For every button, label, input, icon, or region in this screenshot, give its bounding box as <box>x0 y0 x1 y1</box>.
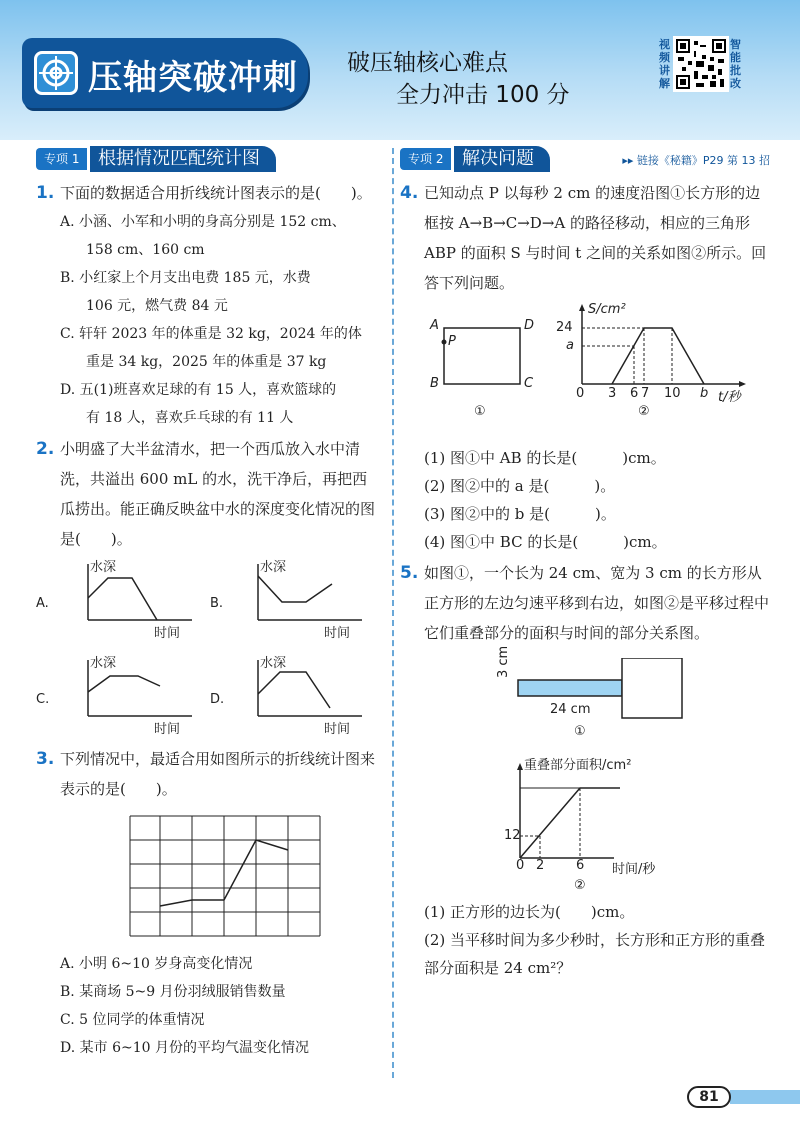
option-a-line2: 158 cm、160 cm <box>86 242 205 258</box>
question-stem: 下列情况中，最适合用如图所示的折线统计图来表示的是( )。 <box>60 750 376 798</box>
q4-figures <box>400 304 772 444</box>
x-tick-2: 2 <box>536 858 545 873</box>
graph-b-svg <box>232 558 372 638</box>
y-tick-12: 12 <box>504 828 521 843</box>
y-axis-label: 水深 <box>260 656 287 671</box>
q3-option-b[interactable]: B. 某商场 5~9 月份羽绒服销售数量 <box>60 984 286 1000</box>
slogan-line2: 全力冲击 100 分 <box>396 82 570 108</box>
question-4 <box>400 178 772 298</box>
page-bar <box>730 1090 800 1104</box>
q3-option-c[interactable]: C. 5 位同学的体重情况 <box>60 1012 205 1028</box>
option-c-line1[interactable]: C. 轩轩 2023 年的体重是 32 kg，2024 年的体 <box>60 326 362 342</box>
q5-sub-2[interactable]: (2) 当平移时间为多少秒时，长方形和正方形的重叠部分面积是 24 cm²？ <box>424 931 766 977</box>
rect-label-c: C <box>524 376 534 391</box>
question-number: 3. <box>36 749 55 769</box>
question-stem: 已知动点 P 以每秒 2 cm 的速度沿图①长方形的边框按 A→B→C→D→A 的路径移动，相应的三角形 ABP 的面积 S 与时间 t 之间的关系如图②所示。回答下列问题。 <box>424 184 767 292</box>
q3-line-chart-svg <box>36 810 381 950</box>
right-column <box>400 146 772 982</box>
x-axis-label: 时间/秒 <box>612 862 656 877</box>
left-column <box>36 146 381 1062</box>
x-tick-b: b <box>700 386 709 401</box>
section2-tag: 专项 2 <box>400 148 451 170</box>
qr-code-icon[interactable] <box>673 36 729 92</box>
q4-sub-2[interactable]: (2) 图②中的 a 是( )。 <box>424 477 616 495</box>
x-axis-label: 时间 <box>154 626 181 641</box>
page-number: 81 <box>687 1086 731 1108</box>
qr-left-caption: 视频讲解 <box>659 38 670 90</box>
graph-b[interactable] <box>210 558 372 642</box>
q3-option-a[interactable]: A. 小明 6~10 岁身高变化情况 <box>60 956 253 972</box>
graph-a[interactable] <box>36 558 202 642</box>
rect-label-b: B <box>430 376 439 391</box>
x-tick-6: 6 <box>630 386 639 401</box>
figure-2-label: ② <box>638 404 650 419</box>
question-2 <box>36 434 381 554</box>
x-axis-label: 时间 <box>154 722 181 737</box>
question-number: 2. <box>36 439 55 459</box>
graph-option-label: C. <box>36 692 50 707</box>
question-stem: 如图①，一个长为 24 cm、宽为 3 cm 的长方形从正方形的左边匀速平移到右边，如图②是平移过程中它们重叠部分的面积与时间的部分关系图。 <box>424 564 770 642</box>
question-3 <box>36 744 381 804</box>
x-tick-6: 6 <box>576 858 585 873</box>
option-d-line1[interactable]: D. 五(1)班喜欢足球的有 15 人，喜欢篮球的 <box>60 382 337 398</box>
rect-label-d: D <box>524 318 535 333</box>
graph-d-svg <box>232 654 372 734</box>
option-a-line1[interactable]: A. 小涵、小军和小明的身高分别是 152 cm、 <box>60 214 346 230</box>
q3-option-d[interactable]: D. 某市 6~10 月份的平均气温变化情况 <box>60 1040 309 1056</box>
page-title: 压轴突破冲刺 <box>88 58 298 98</box>
x-tick-7: 7 <box>641 386 650 401</box>
x-axis-label: 时间 <box>324 626 351 641</box>
question-number: 4. <box>400 183 419 203</box>
graph-option-label: A. <box>36 596 49 611</box>
label-24cm: 24 cm <box>550 702 591 717</box>
y-tick-24: 24 <box>556 320 573 335</box>
section2-header <box>400 146 772 172</box>
x-axis-label: 时间 <box>324 722 351 737</box>
q4-sub-3[interactable]: (3) 图②中的 b 是( )。 <box>424 505 616 523</box>
y-axis-label: 水深 <box>260 560 287 575</box>
figure-1-label: ① <box>574 724 586 739</box>
option-b-line1[interactable]: B. 小红家上个月支出电费 185 元，水费 <box>60 270 311 286</box>
q3-line-chart <box>36 810 381 950</box>
question-stem: 小明盛了大半盆清水，把一个西瓜放入水中清洗，共溢出 600 mL 的水，洗干净后，再把西瓜捞出。能正确反映盆中水的深度变化情况的图是( )。 <box>60 440 376 548</box>
question-1 <box>36 178 381 208</box>
section2-title: 解决问题 <box>454 146 550 172</box>
question-stem: 下面的数据适合用折线统计图表示的是( )。 <box>60 184 372 202</box>
y-axis-label: 水深 <box>90 560 117 575</box>
x-axis-label: t/秒 <box>718 390 741 405</box>
q5-sub-1[interactable]: (1) 正方形的边长为( )cm。 <box>424 903 635 921</box>
rect-label-a: A <box>430 318 439 333</box>
rect-label-p: P <box>448 334 456 349</box>
qr-right-caption: 智能批改 <box>730 38 741 90</box>
q5-area-graph <box>504 762 744 872</box>
q2-graphs <box>36 554 381 744</box>
section1-title: 根据情况匹配统计图 <box>90 146 276 172</box>
x-tick-0: 0 <box>516 858 525 873</box>
reference-link[interactable]: ▸▸ 链接《秘籍》P29 第 13 招 <box>622 154 770 167</box>
y-tick-a: a <box>566 338 574 353</box>
graph-option-label: D. <box>210 692 225 707</box>
q5-figure-1 <box>400 645 772 758</box>
graph-a-svg <box>62 558 202 638</box>
y-axis-label: S/cm² <box>588 302 626 317</box>
q5-figure-2 <box>400 758 772 898</box>
figure-1-label: ① <box>474 404 486 419</box>
title-plate <box>22 38 308 108</box>
question-number: 5. <box>400 563 419 583</box>
slogan-line1: 破压轴核心难点 <box>347 50 508 76</box>
y-axis-label: 重叠部分面积/cm² <box>524 758 632 773</box>
x-tick-10: 10 <box>664 386 681 401</box>
q4-sub-1[interactable]: (1) 图①中 AB 的长是( )cm。 <box>424 449 666 467</box>
section1-header <box>36 146 381 172</box>
graph-option-label: B. <box>210 596 224 611</box>
label-3cm: 3 cm <box>496 645 511 678</box>
option-c-line2: 重是 34 kg，2025 年的体重是 37 kg <box>86 354 327 370</box>
question-number: 1. <box>36 183 55 203</box>
question-5 <box>400 558 772 648</box>
figure-2-label: ② <box>574 878 586 893</box>
header-banner <box>0 0 800 140</box>
x-tick-0: 0 <box>576 386 585 401</box>
q5-translation-figure <box>510 658 690 738</box>
option-b-line2: 106 元，燃气费 84 元 <box>86 298 228 314</box>
graph-d[interactable] <box>210 654 372 738</box>
y-axis-label: 水深 <box>90 656 117 671</box>
q4-sub-4[interactable]: (4) 图①中 BC 的长是( )cm。 <box>424 533 667 551</box>
target-icon <box>34 51 78 95</box>
graph-c[interactable] <box>36 654 202 738</box>
x-tick-3: 3 <box>608 386 617 401</box>
section1-tag: 专项 1 <box>36 148 87 170</box>
option-d-line2: 有 18 人，喜欢乒乓球的有 11 人 <box>86 410 294 426</box>
graph-c-svg <box>62 654 202 734</box>
column-divider <box>392 148 394 1078</box>
